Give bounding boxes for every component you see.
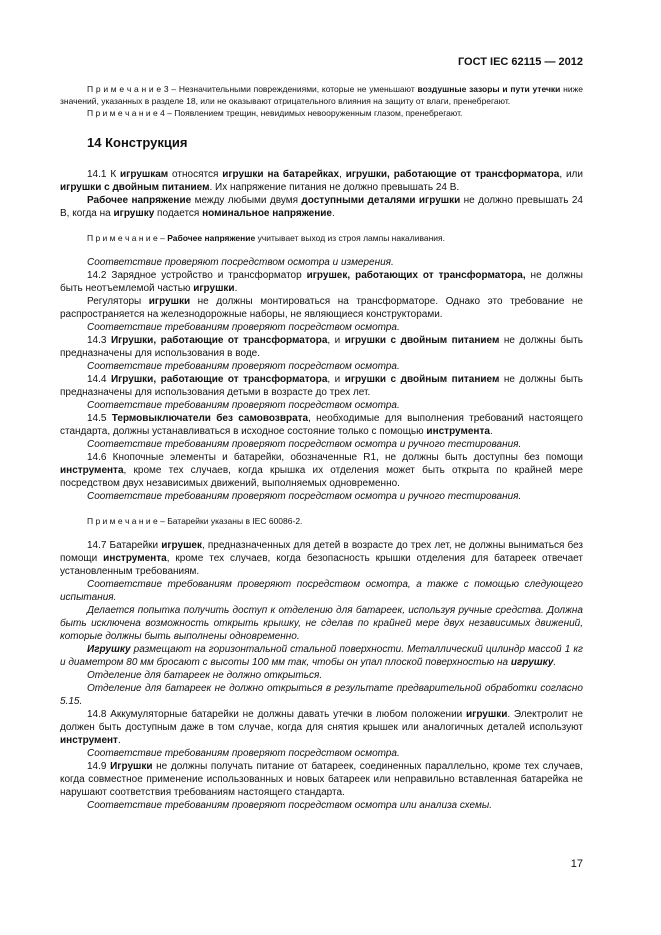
para-14-7: 14.7 Батарейки игрушек, предназначенных для детей в возрасте до трех лет, не должны выниматься без помощи инструмента, кроме тех случаев, когда безопасность крышки отделения для батареек отвечает установленным требованиям. (60, 540, 584, 577)
para-14-3: 14.3 Игрушки, работающие от трансформатора, и игрушки с двойным питанием не должны быть предназначены для использования в воде. (60, 335, 583, 359)
test-manual-access: Делается попытка получить доступ к отделению для батареек, используя ручные средства. Должна быть исключена возможность открыть крышку, не сделав по крайней мере двух независимых движений, которые должны быть выполнены одновременно. (60, 605, 583, 642)
para-14-8: 14.8 Аккумуляторные батарейки не должны давать утечки в любом положении игрушки. Электролит не должен быть доступным даже в том случае, когда для снятия крышек или аналогичных деталей используют инструмент. (60, 709, 583, 746)
compliance-14-4: Соответствие требованиям проверяют посредством осмотра. (87, 400, 400, 411)
para-14-5: 14.5 Термовыключатели без самовозврата, необходимые для выполнения требований настоящего стандарта, должны устанавливаться в исходное состояние только с помощью инструмента. (60, 413, 583, 437)
compliance-14-2: Соответствие требованиям проверяют посредством осмотра. (87, 322, 400, 333)
compliance-14-9: Соответствие требованиям проверяют посредством осмотра или анализа схемы. (87, 800, 492, 811)
test-result-1: Отделение для батареек не должно открыться. (87, 670, 323, 681)
para-14-9: 14.9 Игрушки не должны получать питание от батареек, соединенных параллельно, кроме тех случаев, когда совместное применение использованных и новых батареек или неправильно вставленная батарейка не нарушают соответствия требованиям настоящего стандарта. (60, 761, 583, 798)
para-14-2-regulators: Регуляторы игрушки не должны монтироваться на трансформаторе. Однако это требование не распространяется на железнодорожные наборы, не являющиеся конструкторами. (60, 296, 583, 320)
para-14-4: 14.4 Игрушки, работающие от трансформатора, и игрушки с двойным питанием не должны быть предназначены для использования детьми в возрасте до трех лет. (60, 374, 583, 398)
note-3: П р и м е ч а н и е 3 – Незначительными повреждениями, которые не уменьшают воздушные зазоры и пути утечки ниже значений, указанных в разделе 18, или не оказывают отрицательного влияния на защиту от влаги, пренебрегают. (60, 84, 584, 106)
page-number: 17 (570, 858, 583, 870)
note-working-voltage: П р и м е ч а н и е – Рабочее напряжение учитывает выход из строя лампы накаливания. (87, 233, 446, 243)
compliance-14-3: Соответствие требованиям проверяют посредством осмотра. (87, 361, 400, 372)
standard-header: ГОСТ IEC 62115 — 2012 (457, 56, 583, 68)
para-14-6: 14.6 Кнопочные элементы и батарейки, обозначенные R1, не должны быть доступны без помощи инструмента, кроме тех случаев, когда крышка их отделения может быть открыта по крайней мере посредством двух независимых движений, выполняемых одновременно. (60, 452, 583, 489)
compliance-14-8: Соответствие требованиям проверяют посредством осмотра. (87, 748, 400, 759)
compliance-14-1: Соответствие проверяют посредством осмотра и измерения. (87, 257, 394, 268)
para-14-2: 14.2 Зарядное устройство и трансформатор игрушек, работающих от трансформатора, не должны быть неотъемлемой частью игрушки. (60, 270, 583, 294)
section-title: 14 Конструкция (87, 135, 188, 150)
compliance-14-6: Соответствие требованиям проверяют посредством осмотра и ручного тестирования. (87, 491, 522, 502)
document-page (60, 56, 583, 812)
test-result-2: Отделение для батареек не должно открыться в результате предварительной обработки согласно 5.15. (60, 683, 583, 707)
para-14-1-working-voltage: Рабочее напряжение между любыми двумя доступными деталями игрушки не должно превышать 24 В, когда на игрушку подается номинальное напряжение. (60, 195, 583, 219)
compliance-14-5: Соответствие требованиям проверяют посредством осмотра и ручного тестирования. (87, 439, 522, 450)
para-14-1: 14.1 К игрушкам относятся игрушки на батарейках, игрушки, работающие от трансформатора, или игрушки с двойным питанием. Их напряжение питания не должно превышать 24 В. (60, 169, 583, 193)
compliance-14-7: Соответствие требованиям проверяют посредством осмотра, а также с помощью следующего испытания. (60, 579, 583, 603)
test-cylinder-drop: Игрушку размещают на горизонтальной стальной поверхности. Металлический цилиндр массой 1 кг и диаметром 80 мм бросают с высоты 100 мм так, чтобы он упал плоской поверхностью на игрушку. (60, 644, 583, 668)
note-4: П р и м е ч а н и е 4 – Появлением трещин, невидимых невооруженным глазом, пренебрегают. (87, 108, 463, 118)
note-batteries: П р и м е ч а н и е – Батарейки указаны в IEC 60086-2. (87, 516, 303, 526)
